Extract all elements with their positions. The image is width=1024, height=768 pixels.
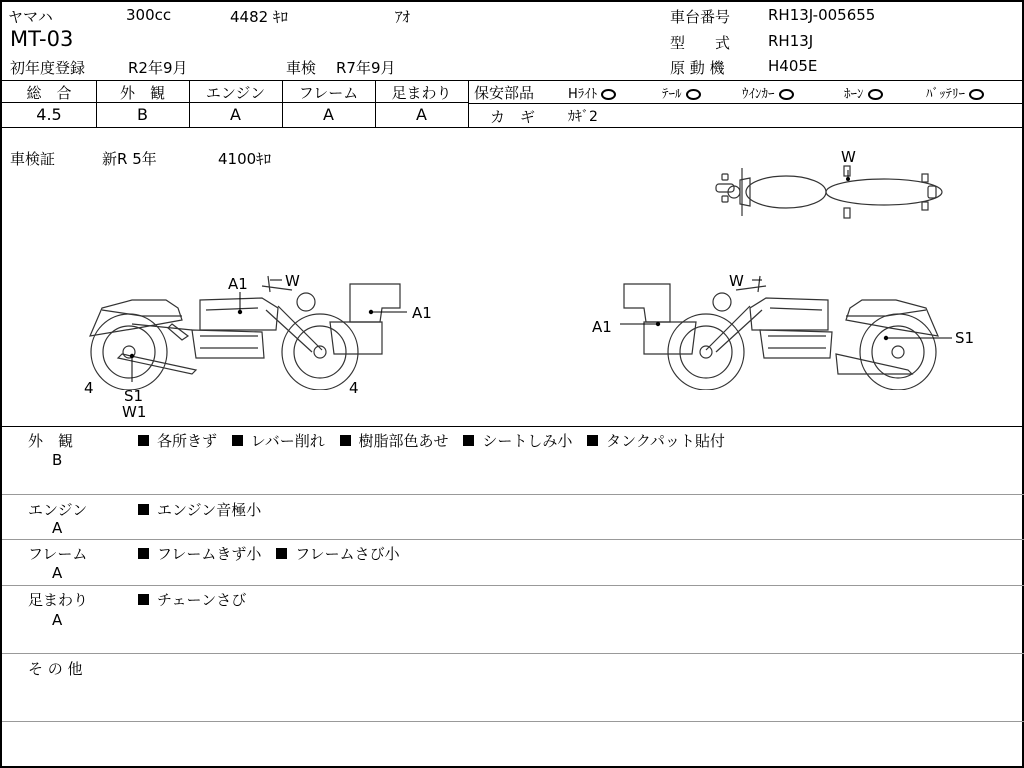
divider: [2, 539, 1024, 540]
damage-label: A1: [592, 318, 612, 336]
damage-label: A1: [412, 304, 432, 322]
divider: [2, 585, 1024, 586]
safety-item-winker: ｳｲﾝｶｰ: [742, 83, 794, 102]
ok-circle-icon: [868, 89, 883, 100]
bullet-square-icon: [138, 435, 149, 446]
ok-circle-icon: [601, 89, 616, 100]
safety-item-horn: ﾎｰﾝ: [844, 83, 883, 102]
grade-value-suspension: A: [416, 105, 427, 124]
divider: [2, 653, 1024, 654]
key-value: ｶｷﾞ2: [568, 109, 598, 125]
damage-label: W1: [122, 403, 147, 421]
engine-model-label: 原 動 機: [670, 59, 725, 77]
first-registration-label: 初年度登録: [10, 59, 86, 77]
bullet-square-icon: [340, 435, 351, 446]
grade-value-engine: A: [230, 105, 241, 124]
cert-value: 新R 5年: [102, 150, 157, 168]
grade-value-frame: A: [323, 105, 334, 124]
grade-header-exterior: 外 観: [119, 84, 165, 102]
divider: [2, 721, 1024, 722]
type-value: RH13J: [768, 32, 814, 50]
bullet-square-icon: [276, 548, 287, 559]
motorcycle-right-side-diagram: [612, 270, 952, 390]
remark-label-engine: エンジン: [28, 501, 88, 519]
damage-label: S1: [124, 387, 144, 405]
divider: [2, 426, 1024, 427]
divider: [2, 127, 1024, 128]
motorcycle-left-side-diagram: [82, 270, 482, 390]
displacement: 300cc: [126, 6, 172, 24]
bullet-square-icon: [138, 548, 149, 559]
grade-value-exterior: B: [137, 105, 148, 124]
safety-item-battery: ﾊﾞｯﾃﾘｰ: [926, 83, 984, 102]
damage-label: W: [841, 148, 856, 166]
damage-label: 4: [84, 379, 94, 397]
ok-circle-icon: [686, 89, 701, 100]
remark-grade-suspension: A: [52, 611, 63, 629]
bullet-square-icon: [463, 435, 474, 446]
damage-label: W: [285, 272, 300, 290]
cert-label: 車検証: [10, 150, 56, 168]
remark-items-suspension: チェーンさび: [138, 589, 256, 610]
inspection-label: 車検: [286, 59, 317, 77]
motorcycle-top-view-diagram: [708, 162, 948, 222]
type-label: 型 式: [670, 34, 731, 52]
safety-parts-label: 保安部品: [474, 84, 535, 102]
grade-header-total: 総 合: [26, 84, 72, 102]
grade-value-total: 4.5: [36, 105, 62, 124]
remark-label-suspension: 足まわり: [28, 591, 89, 609]
damage-label: W: [729, 272, 744, 290]
bullet-square-icon: [232, 435, 243, 446]
remark-items-frame: フレームきず小 フレームさび小: [138, 543, 410, 564]
grade-header-frame: フレーム: [298, 84, 359, 102]
damage-label: S1: [955, 329, 975, 347]
mileage: 4482 ｷﾛ: [230, 8, 288, 26]
inspection-value: R7年9月: [336, 59, 396, 77]
engine-model-value: H405E: [768, 57, 818, 75]
model-name: MT-03: [10, 27, 74, 51]
grade-header-suspension: 足まわり: [391, 84, 452, 102]
divider: [468, 103, 1024, 104]
ok-circle-icon: [969, 89, 984, 100]
frame-number-value: RH13J-005655: [768, 6, 876, 24]
divider: [468, 80, 469, 127]
divider: [2, 80, 1024, 81]
ok-circle-icon: [779, 89, 794, 100]
bullet-square-icon: [138, 504, 149, 515]
remark-items-exterior: 各所きず レバー削れ 樹脂部色あせ シートしみ小 タンクパット貼付: [138, 430, 735, 451]
bullet-square-icon: [138, 594, 149, 605]
first-registration-value: R2年9月: [128, 59, 188, 77]
cert-mileage: 4100ｷﾛ: [218, 150, 272, 168]
remark-grade-engine: A: [52, 519, 63, 537]
frame-number-label: 車台番号: [670, 8, 731, 26]
safety-item-headlight: Hﾗｲﾄ: [568, 83, 616, 102]
color: ｱｵ: [395, 8, 411, 26]
damage-label: 4: [349, 379, 359, 397]
remark-grade-frame: A: [52, 564, 63, 582]
divider: [2, 494, 1024, 495]
remark-grade-exterior: B: [52, 451, 63, 469]
key-label: カ ギ: [490, 108, 536, 126]
remark-items-engine: エンジン音極小: [138, 499, 271, 520]
remark-label-frame: フレーム: [28, 545, 88, 563]
remark-label-other: そ の 他: [28, 660, 83, 678]
remark-label-exterior: 外 観: [28, 432, 74, 450]
safety-item-tail: ﾃｰﾙ: [662, 83, 701, 102]
bullet-square-icon: [587, 435, 598, 446]
grade-header-engine: エンジン: [205, 84, 266, 102]
damage-label: A1: [228, 275, 248, 293]
maker: ヤマハ: [8, 8, 53, 26]
